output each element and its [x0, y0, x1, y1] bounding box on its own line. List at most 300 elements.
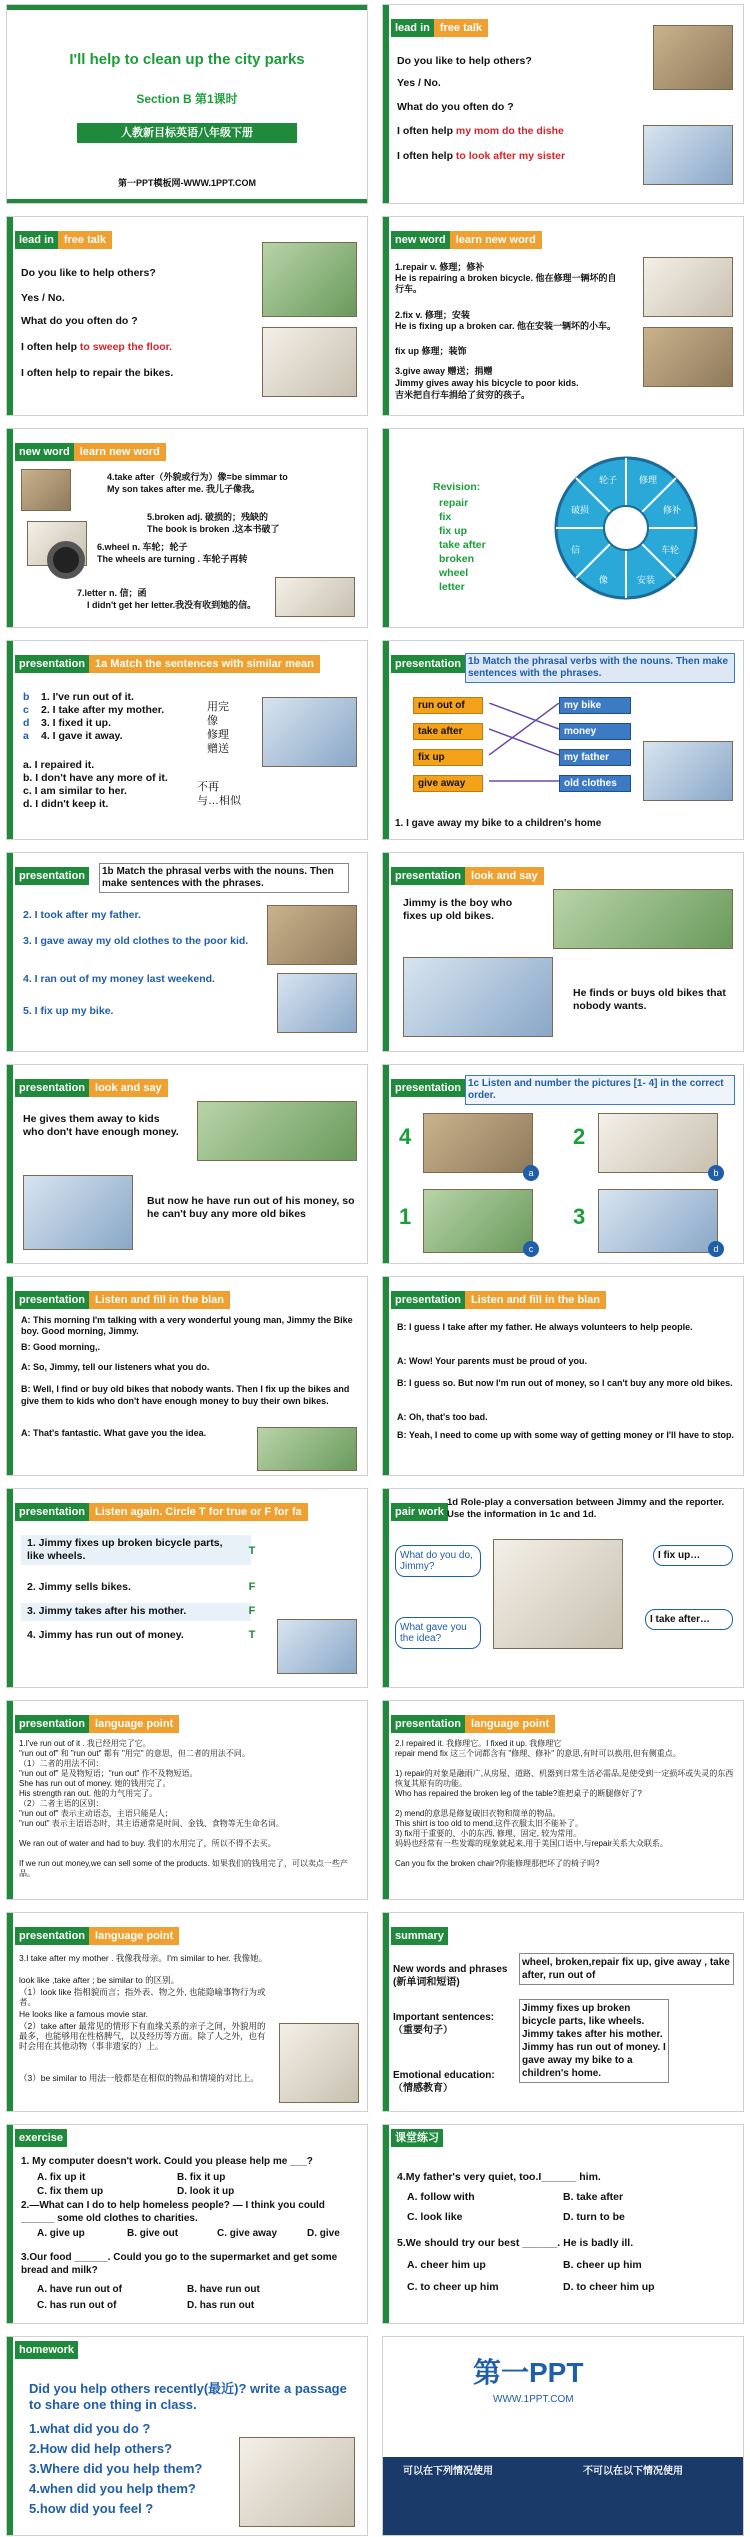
word-5: 5.broken adj. 破损的；残缺的 — [147, 512, 269, 522]
verb-fix-up[interactable]: fix up — [413, 749, 483, 766]
brand-url[interactable]: WWW.1PPT.COM — [493, 2394, 574, 2405]
noun-old-clothes[interactable]: old clothes — [559, 775, 631, 792]
instruction-box: 1b Match the phrasal verbs with the nouns. Then make sentences with the phrases. — [99, 863, 349, 893]
dialogue-line-2: A: Wow! Your parents must be proud of you. — [397, 1356, 588, 1366]
revision-word-fix: fix — [439, 511, 452, 523]
slide-5-new-words[interactable] — [6, 428, 368, 628]
slide-9-sentences[interactable] — [6, 852, 368, 1052]
header-subtag: look and say — [89, 1079, 168, 1097]
illustration-boy-bikes — [553, 889, 733, 949]
header-subtag: Listen again. Circle T for true or F for fa — [89, 1503, 308, 1521]
left-bar — [383, 5, 389, 203]
slide-header — [391, 1715, 555, 1733]
revision-title: Revision: — [433, 481, 481, 493]
summary-key-words: New words and phrases (新单词和短语) — [393, 1964, 508, 1988]
word-3: 3.give away 赠送；捐赠 — [395, 366, 493, 376]
slide-6-revision[interactable] — [382, 428, 744, 628]
top-bar — [7, 5, 367, 10]
picture-c — [423, 1189, 533, 1253]
header-subtag: language point — [89, 1715, 179, 1733]
picture-label-c: c — [523, 1241, 539, 1257]
left-bar — [7, 2125, 13, 2323]
question-5: 5.We should try our best ______. He is badly ill. — [397, 2237, 634, 2249]
slide-header — [15, 655, 320, 673]
cn-gloss-4: 赠送 — [207, 743, 229, 755]
header-subtag: learn new word — [74, 443, 166, 461]
slide-11-look-say[interactable] — [6, 1064, 368, 1264]
header-tag: presentation — [391, 655, 465, 673]
header-subtag: language point — [89, 1927, 179, 1945]
wheel-label-2: 修补 — [663, 506, 682, 516]
picture-label-b: b — [708, 1165, 724, 1181]
word-5-example: The book is broken .这本书破了 — [147, 524, 280, 534]
q4-option-a[interactable]: A. follow with — [407, 2191, 475, 2203]
line-3-prefix: I often help — [397, 125, 456, 137]
option-a: a. I repaired it. — [23, 759, 95, 771]
cn-gloss-2: 像 — [207, 715, 218, 727]
left-bar — [383, 217, 389, 415]
revision-word-letter: letter — [439, 581, 465, 593]
header-tag: new word — [391, 231, 450, 249]
answer-blank-3[interactable]: d — [23, 717, 30, 729]
sentence-4: 4. I gave it away. — [41, 730, 123, 742]
slide-19-language-point[interactable] — [6, 1912, 368, 2112]
revision-word-fix-up: fix up — [439, 525, 467, 537]
line-4: I often help to repair the bikes. — [21, 367, 174, 379]
order-number-d[interactable]: 3 — [573, 1204, 586, 1229]
q2-option-d[interactable]: D. give — [307, 2228, 340, 2239]
q4-option-c[interactable]: C. look like — [407, 2211, 463, 2223]
photo-fix — [643, 327, 733, 387]
left-bar — [7, 1913, 13, 2111]
tf-answer-4[interactable]: T — [248, 1629, 256, 1641]
summary-key-emotion: Emotional education:（情感教育） — [393, 2070, 495, 2094]
usage-allowed-heading: 可以在下列情况使用 — [403, 2466, 493, 2477]
photo-repair — [643, 257, 733, 317]
header-tag: presentation — [15, 867, 89, 885]
speech-bubble-a1: I fix up… — [653, 1545, 733, 1566]
header-tag: pair work — [391, 1503, 448, 1521]
picture-b — [598, 1113, 718, 1173]
q1-option-b[interactable]: B. fix it up — [177, 2172, 226, 2183]
cn-gloss-6: 与…相似 — [197, 795, 241, 807]
point-line-1: 1.I've run out of it . 我已经用完了它。 — [19, 1739, 151, 1748]
picture-label-d: d — [708, 1241, 724, 1257]
homework-item-1: 1.what did you do ? — [29, 2421, 151, 2436]
header-tag: presentation — [391, 1715, 465, 1733]
header-tag: exercise — [15, 2129, 67, 2147]
q1-option-c[interactable]: C. fix them up — [37, 2186, 104, 2197]
order-number-a[interactable]: 4 — [399, 1124, 412, 1149]
point-line-1: 2.I repaired it. 我修理它。I fixed it up. 我修理它 — [395, 1739, 562, 1748]
slide-header — [391, 2129, 443, 2147]
question-1: Do you like to help others? — [397, 55, 532, 67]
bottom-bar — [7, 199, 367, 203]
header-tag: homework — [15, 2341, 78, 2359]
picture-d — [598, 1189, 718, 1253]
word-6-example: The wheels are turning . 车轮子再转 — [97, 554, 248, 564]
illustration-bikes — [403, 957, 553, 1037]
slide-12-listen-1c[interactable] — [382, 1064, 744, 1264]
point-line-2: repair mend fix 这三个词都含有 "修理、修补" 的意思,有时可以换用,但有侧重点。 — [395, 1749, 681, 1758]
speech-bubble-q1: What do you do, Jimmy? — [395, 1545, 481, 1577]
line-3-highlight: my mom do the dishe — [455, 125, 564, 137]
point-line-3: 1) repair的对象是融雨广,从房屋、道路、机器到日常生活必需品,是使受到一定损坏或失灵的东西恢复其原有的功能。 — [395, 1769, 734, 1788]
wheel-label-1: 修理 — [639, 476, 658, 486]
word-2-example: He is fixing up a broken car. 他在安装一辆坏的小车。 — [395, 321, 617, 331]
illustration-teacher — [279, 2023, 359, 2103]
word-3-translation: 吉米把自行车捐给了贫穷的孩子。 — [395, 390, 531, 400]
slide-header — [391, 231, 542, 249]
q3-option-b[interactable]: B. have run out — [187, 2284, 260, 2295]
revision-word-take-after: take after — [439, 539, 486, 551]
header-tag: lead in — [391, 19, 434, 37]
point-line-7: （2）二者主语的区别： — [19, 1799, 104, 1808]
point-line-4: "run out of" 是及物短语；"run out" 作不及物短语。 — [19, 1769, 198, 1778]
sentence-3: 3. I fixed it up. — [41, 717, 112, 729]
slide-header — [15, 2129, 67, 2147]
sentence-2: 2. I take after my mother. — [41, 704, 165, 716]
speech-bubble-a2: I take after… — [645, 1609, 733, 1630]
photo-dishes — [653, 25, 733, 90]
header-tag: new word — [15, 443, 74, 461]
slide-20-summary[interactable] — [382, 1912, 744, 2112]
noun-my-father[interactable]: my father — [559, 749, 631, 766]
illustration-reader — [277, 1619, 357, 1674]
homework-item-4: 4.when did you help them? — [29, 2481, 196, 2496]
left-bar — [383, 853, 389, 1051]
header-tag: presentation — [15, 655, 89, 673]
answer-1: Yes / No. — [397, 77, 441, 89]
left-bar — [7, 1701, 13, 1899]
question-4: 4.My father's very quiet, too.I______ him. — [397, 2171, 601, 2183]
point-line-9: "run out" 表示主语语态时，其主语通常是时间、金钱、食物等无生命名词。 — [19, 1819, 284, 1828]
slide-23-homework[interactable] — [6, 2336, 368, 2536]
left-bar — [383, 429, 389, 627]
wheel-label-4: 安装 — [637, 576, 656, 586]
photo-bike — [262, 327, 357, 397]
illustration-kids-helping — [239, 2437, 355, 2527]
slide-header — [15, 231, 112, 249]
order-number-c[interactable]: 1 — [399, 1204, 412, 1229]
point-line-3: （1）look like 指相貌而言；指外表、物之外, 也能隐喻事物行为或者。 — [19, 1987, 266, 2007]
illustration-kids-bikes — [197, 1101, 357, 1161]
tf-answer-3[interactable]: F — [248, 1605, 256, 1617]
instruction-box: 1c Listen and number the pictures [1- 4] in the correct order. — [465, 1075, 735, 1105]
slide-2-lead-in[interactable] — [382, 4, 744, 204]
header-subtag: Listen and fill in the blan — [465, 1291, 606, 1309]
noun-my-bike[interactable]: my bike — [559, 697, 631, 714]
dialogue-line-4: B: Well, I find or buy old bikes that nobody wants. Then I fix up the bikes and give them to kids who don't have enough money to buy their own bikes. — [21, 1384, 350, 1406]
question-1: Do you like to help others? — [21, 267, 156, 279]
answer-blank-4[interactable]: a — [23, 730, 29, 742]
dialogue-line-5: B: Yeah, I need to come up with some way of getting money or I'll have to stop. — [397, 1430, 735, 1440]
question-2: What do you often do ? — [397, 101, 514, 113]
slide-10-look-say[interactable] — [382, 852, 744, 1052]
line-4-highlight: to look after my sister — [455, 150, 566, 162]
slide-16-pair-work[interactable] — [382, 1488, 744, 1688]
brand-logo: 第一PPT — [473, 2357, 584, 2388]
header-tag: presentation — [15, 1927, 89, 1945]
point-line-3: （1）二者的用法不同： — [19, 1759, 104, 1768]
left-bar — [7, 853, 13, 1051]
slide-header — [391, 1079, 465, 1097]
header-tag: presentation — [15, 1503, 89, 1521]
example-sentence: 1. I gave away my bike to a children's home — [395, 818, 602, 829]
q3-option-a[interactable]: A. have run out of — [37, 2284, 122, 2295]
cn-gloss-3: 修理 — [207, 729, 229, 741]
homework-item-5: 5.how did you feel ? — [29, 2501, 154, 2516]
slide-header — [15, 2341, 78, 2359]
sentence-5: 5. I fix up my bike. — [23, 1005, 114, 1017]
word-wheel[interactable] — [551, 453, 701, 603]
homework-prompt: Did you help others recently(最近)? write a passage to share one thing in class. — [29, 2381, 347, 2412]
sentence-2: 2. I took after my father. — [23, 909, 141, 921]
question-2: 2.—What can I do to help homeless people? — I think you could ______ some old clothes to charities. — [21, 2200, 325, 2224]
left-bar — [383, 1913, 389, 2111]
option-c: c. I am similar to her. — [23, 785, 127, 797]
point-line-5: She has run out of money. 她的钱用完了。 — [19, 1779, 171, 1788]
question-3: 3.Our food ______. Could you go to the supermarket and get some bread and milk? — [21, 2252, 338, 2276]
point-line-10: We ran out of water and had to buy. 我们的水用完了，所以不得不去买。 — [19, 1839, 276, 1848]
line-4-prefix: I often help — [397, 150, 456, 162]
paragraph-1: He gives them away to kids who don't have enough money. — [23, 1113, 179, 1138]
header-subtag: Listen and fill in the blan — [89, 1291, 230, 1309]
slide-header — [15, 867, 89, 885]
header-subtag: free talk — [58, 231, 112, 249]
slide-header — [391, 19, 488, 37]
sentence-1: 1. I've run out of it. — [41, 691, 134, 703]
homework-item-3: 3.Where did you help them? — [29, 2461, 203, 2476]
word-3-example: Jimmy gives away his bicycle to poor kids. — [395, 378, 579, 388]
q4-option-d[interactable]: D. turn to be — [563, 2211, 625, 2223]
textbook-badge: 人教新目标英语八年级下册 — [77, 123, 297, 143]
dialogue-line-4: A: Oh, that's too bad. — [397, 1412, 488, 1422]
tf-answer-2[interactable]: F — [248, 1581, 256, 1593]
usage-forbidden-heading: 不可以在以下情况使用 — [583, 2466, 683, 2477]
point-line-4: He looks like a famous movie star. — [19, 2009, 148, 2019]
illustration-reader — [643, 741, 733, 801]
dialogue-line-2: B: Good morning,. — [21, 1342, 100, 1352]
left-bar — [383, 1489, 389, 1687]
tf-answer-1[interactable]: T — [248, 1545, 256, 1557]
slide-header — [391, 655, 465, 673]
revision-word-repair: repair — [439, 497, 469, 509]
left-bar — [7, 1065, 13, 1263]
slide-3-lead-in[interactable] — [6, 216, 368, 416]
illustration-fix — [277, 973, 357, 1033]
left-bar — [7, 2337, 13, 2535]
photo-sister — [643, 125, 733, 185]
word-7: 7.letter n. 信；函 — [77, 588, 147, 598]
q5-option-b[interactable]: B. cheer up him — [563, 2259, 642, 2271]
header-tag: lead in — [15, 231, 58, 249]
paragraph-2: He finds or buys old bikes that nobody wants. — [573, 987, 726, 1012]
header-tag: presentation — [391, 1291, 465, 1309]
speech-bubble-q2: What gave you the idea? — [395, 1617, 481, 1649]
header-tag: presentation — [15, 1291, 89, 1309]
statement-4: 4. Jimmy has run out of money. — [27, 1629, 184, 1641]
slide-header — [391, 867, 544, 885]
left-bar — [7, 641, 13, 839]
q1-option-a[interactable]: A. fix up it — [37, 2172, 86, 2183]
header-subtag: look and say — [465, 867, 544, 885]
slide-7-match-1a[interactable] — [6, 640, 368, 840]
left-bar — [7, 429, 13, 627]
point-line-8: "run out of" 表示主动语态，主语只能是人； — [19, 1809, 173, 1818]
sentence-4: 4. I ran out of my money last weekend. — [23, 973, 215, 985]
statement-1: 1. Jimmy fixes up broken bicycle parts, like wheels. — [27, 1537, 223, 1562]
slide-header — [15, 1079, 168, 1097]
header-tag: presentation — [15, 1715, 89, 1733]
q2-option-a[interactable]: A. give up — [37, 2228, 85, 2239]
footer-text: 第一PPT模板网-WWW.1PPT.COM — [118, 178, 256, 188]
q2-option-c[interactable]: C. give away — [217, 2228, 278, 2239]
point-line-5: （2）take after 最常见的情形下有血缘关系的亲子之间，外貌用的最多，也能够用在性格脾气，以及经历等方面。除了人之外，也有时会用在其他动物（事非遗家的）上。 — [19, 2021, 266, 2051]
section-label: Section B 第1课时 — [136, 92, 238, 106]
verb-give-away[interactable]: give away — [413, 775, 483, 792]
left-bar — [383, 641, 389, 839]
slide-header — [15, 443, 166, 461]
point-line-8: 妈妈也经常有一些发霉的现象就起来,用于美国口语中,与repair关系大众联系。 — [395, 1839, 668, 1848]
point-line-9: Can you fix the broken chair?你能修理那把坏了的椅子吗? — [395, 1859, 600, 1868]
q1-option-d[interactable]: D. look it up — [177, 2186, 235, 2197]
header-tag: presentation — [15, 1079, 89, 1097]
left-bar — [383, 1277, 389, 1475]
q4-option-b[interactable]: B. take after — [563, 2191, 624, 2203]
point-line-6: This shirt is too old to mend.这件衣服太旧不能补了。 — [395, 1819, 584, 1828]
line-3-highlight: to sweep the floor. — [79, 341, 173, 353]
slide-21-exercise[interactable] — [6, 2124, 368, 2324]
slide-header — [391, 1291, 606, 1309]
summary-value-words: wheel, broken,repair fix up, give away , take after, run out of — [519, 1953, 734, 1985]
verb-take-after[interactable]: take after — [413, 723, 483, 740]
q5-option-d[interactable]: D. to cheer him up — [563, 2281, 655, 2293]
word-4-example: My son takes after me. 我儿子像我。 — [107, 484, 261, 494]
illustration-worried-boy — [23, 1175, 133, 1250]
header-subtag: free talk — [434, 19, 488, 37]
dialogue-line-3: B: I guess so. But now I'm run out of money, so I can't buy any more old bikes. — [397, 1378, 733, 1388]
question-1: 1. My computer doesn't work. Could you please help me ___? — [21, 2156, 313, 2167]
wheel-label-6: 信 — [571, 546, 581, 556]
statement-2: 2. Jimmy sells bikes. — [27, 1581, 131, 1593]
q3-option-d[interactable]: D. has run out — [187, 2300, 255, 2311]
q2-option-b[interactable]: B. give out — [127, 2228, 179, 2239]
cn-gloss-5: 不再 — [197, 781, 219, 793]
instruction-text: 1d Role-play a conversation between Jimmy and the reporter. Use the information in 1c and 1d. — [447, 1497, 725, 1520]
word-6: 6.wheel n. 车轮；轮子 — [97, 542, 188, 552]
line-3-prefix: I often help — [21, 341, 80, 353]
header-subtag: 1a Match the sentences with similar mean — [89, 655, 320, 673]
left-bar — [7, 1489, 13, 1687]
slide-4-new-words[interactable] — [382, 216, 744, 416]
slide-13-fill-blanks[interactable] — [6, 1276, 368, 1476]
summary-key-sentences: Important sentences:（重要句子） — [393, 2012, 495, 2036]
point-line-5: 2) mend的意思是修复破旧衣物和简单的物品。 — [395, 1809, 561, 1818]
point-line-2: "run out of" 和 "run out" 都有 "用完" 的意思，但二者的用法不同。 — [19, 1749, 250, 1758]
dialogue-line-1: B: I guess I take after my father. He always volunteers to help people. — [397, 1322, 693, 1332]
point-line-6: His strength ran out. 他的力气用完了。 — [19, 1789, 158, 1798]
verb-run-out-of[interactable]: run out of — [413, 697, 483, 714]
paragraph-2: But now he have run out of his money, so he can't buy any more old bikes — [147, 1195, 355, 1220]
illustration-kids — [262, 697, 357, 767]
left-bar — [7, 1277, 13, 1475]
paragraph-1: Jimmy is the boy who fixes up old bikes. — [403, 897, 513, 922]
slide-24-template-info[interactable] — [382, 2336, 744, 2536]
left-bar — [383, 1065, 389, 1263]
left-bar — [383, 1701, 389, 1899]
order-number-b[interactable]: 2 — [573, 1124, 586, 1149]
left-bar — [7, 217, 13, 415]
slide-header — [391, 1503, 448, 1521]
wheel-hub — [604, 506, 648, 550]
header-tag: presentation — [391, 1079, 465, 1097]
answer-blank-1[interactable]: b — [23, 691, 30, 703]
word-2-phrase: fix up 修理；装饰 — [395, 346, 467, 356]
point-line-7: 3) fix用于重要的、小的东西, 修理、固定, 较为常用。 — [395, 1829, 582, 1838]
picture-label-a: a — [523, 1165, 539, 1181]
illustration-bikes — [257, 1427, 357, 1471]
match-lines — [489, 703, 559, 793]
slide-header — [15, 1715, 179, 1733]
point-line-11: If we run out money,we can sell some of the products. 如果我们的钱用完了，可以卖点一些产品。 — [19, 1859, 348, 1878]
wheel-label-3: 车轮 — [661, 546, 680, 556]
point-line-1: 3.I take after my mother . 我像我母亲。I'm similar to her. 我像她。 — [19, 1953, 268, 1963]
revision-word-wheel: wheel — [439, 567, 469, 579]
q5-option-c[interactable]: C. to cheer up him — [407, 2281, 499, 2293]
slide-22-practice[interactable] — [382, 2124, 744, 2324]
slide-8-match-1b[interactable] — [382, 640, 744, 840]
photo-family — [21, 469, 71, 511]
wheel-label-8: 轮子 — [599, 476, 618, 486]
slide-15-true-false[interactable] — [6, 1488, 368, 1688]
photo-letter — [275, 577, 355, 617]
instruction-box: 1b Match the phrasal verbs with the nouns. Then make sentences with the phrases. — [465, 653, 735, 683]
question-2: What do you often do ? — [21, 315, 138, 327]
lesson-title: I'll help to clean up the city parks — [69, 51, 305, 68]
header-tag: summary — [391, 1927, 448, 1945]
wheel-label-7: 破损 — [571, 506, 590, 516]
point-line-2: look like ,take after ; be similar to 的区别。 — [19, 1975, 180, 1985]
cn-gloss-1: 用完 — [207, 701, 229, 713]
photo-sweep — [262, 242, 357, 317]
header-tag: presentation — [391, 867, 465, 885]
point-line-6: （3）be similar to 用法一般都是在相似的物品和情境的对比上。 — [19, 2073, 259, 2083]
slide-14-fill-blanks[interactable] — [382, 1276, 744, 1476]
word-4: 4.take after（外貌或行为）像=be simmar to — [107, 472, 288, 482]
slide-header — [391, 1927, 448, 1945]
noun-money[interactable]: money — [559, 723, 631, 740]
slide-header — [15, 1503, 308, 1521]
dialogue-line-5: A: That's fantastic. What gave you the idea. — [21, 1428, 207, 1438]
q3-option-c[interactable]: C. has run out of — [37, 2300, 117, 2311]
statement-3: 3. Jimmy takes after his mother. — [27, 1605, 187, 1617]
homework-item-2: 2.How did help others? — [29, 2441, 173, 2456]
slide-17-language-point[interactable] — [6, 1700, 368, 1900]
sentence-3: 3. I gave away my old clothes to the poor kid. — [23, 935, 249, 947]
wheel-icon — [47, 541, 85, 579]
option-d: d. I didn't keep it. — [23, 798, 109, 810]
slide-18-language-point[interactable] — [382, 1700, 744, 1900]
revision-word-broken: broken — [439, 553, 475, 565]
q5-option-a[interactable]: A. cheer him up — [407, 2259, 486, 2271]
word-1-example: He is repairing a broken bicycle. 他在修理一辆坏的自行车。 — [395, 273, 617, 294]
answer-blank-2[interactable]: c — [23, 704, 29, 716]
word-1: 1.repair v. 修理；修补 — [395, 262, 485, 272]
photo-father-son — [267, 905, 357, 965]
word-2: 2.fix v. 修理；安装 — [395, 310, 470, 320]
slide-1-title[interactable] — [6, 4, 368, 204]
